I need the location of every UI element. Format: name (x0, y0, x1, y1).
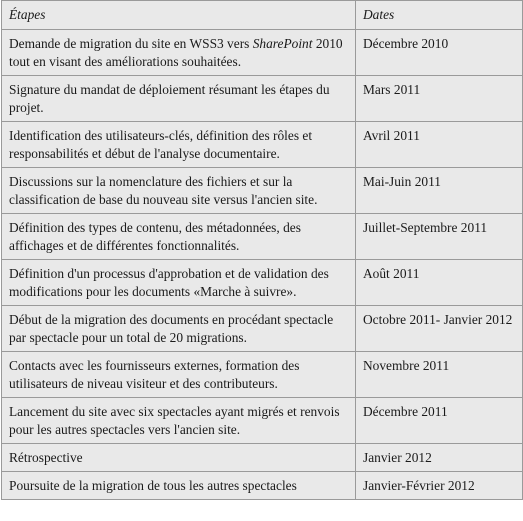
cell-date: Mai-Juin 2011 (356, 168, 523, 214)
table-row (2, 352, 523, 398)
cell-etape (2, 306, 356, 352)
cell-etape (2, 122, 356, 168)
cell-date: Janvier-Février 2012 (356, 472, 523, 500)
cell-etape (2, 444, 356, 472)
etape-text: Contacts avec les fournisseurs externes, formation des utilisateurs de niveau visiteur et des contributeurs. (9, 358, 300, 391)
cell-date: Novembre 2011 (356, 352, 523, 398)
cell-date: Août 2011 (356, 260, 523, 306)
table-header-row (2, 1, 523, 30)
cell-date: Juillet-Septembre 2011 (356, 214, 523, 260)
cell-etape (2, 398, 356, 444)
table-row (2, 444, 523, 472)
cell-date: Décembre 2010 (356, 30, 523, 76)
etape-text: Signature du mandat de déploiement résumant les étapes du projet. (9, 82, 330, 115)
etape-text: Début de la migration des documents en procédant spectacle par spectacle pour un total de 20 migrations. (9, 312, 334, 345)
etape-text: Définition des types de contenu, des métadonnées, des affichages et de différentes fonctionnalités. (9, 220, 301, 253)
cell-etape (2, 76, 356, 122)
etape-text: Discussions sur la nomenclature des fichiers et sur la classification de base du nouveau site versus l'ancien site. (9, 174, 318, 207)
table-row (2, 398, 523, 444)
etape-text: Identification des utilisateurs-clés, définition des rôles et responsabilités et début de l'analyse documentaire. (9, 128, 313, 161)
cell-etape (2, 214, 356, 260)
table-row (2, 306, 523, 352)
table-row (2, 168, 523, 214)
etape-text: Définition d'un processus d'approbation et de validation des modifications pour les documents «Marche à suivre». (9, 266, 329, 299)
table-row (2, 122, 523, 168)
cell-etape (2, 168, 356, 214)
header-dates: Dates (356, 1, 523, 30)
cell-date: Décembre 2011 (356, 398, 523, 444)
cell-date: Janvier 2012 (356, 444, 523, 472)
cell-etape (2, 30, 356, 76)
cell-date: Avril 2011 (356, 122, 523, 168)
etape-text: Demande de migration du site en WSS3 vers (9, 36, 253, 51)
header-etapes: Étapes (2, 1, 356, 30)
etape-text: Poursuite de la migration de tous les autres spectacles (9, 478, 297, 493)
etape-text: 2010 tout en visant des améliorations souhaitées. (9, 36, 343, 69)
cell-date: Mars 2011 (356, 76, 523, 122)
table-row (2, 30, 523, 76)
cell-etape (2, 472, 356, 500)
cell-etape (2, 352, 356, 398)
table-row (2, 472, 523, 500)
table-row (2, 260, 523, 306)
timeline-table (1, 0, 523, 500)
cell-etape (2, 260, 356, 306)
etape-text: Rétrospective (9, 450, 83, 465)
table-row (2, 76, 523, 122)
table-row (2, 214, 523, 260)
etape-text: Lancement du site avec six spectacles ayant migrés et renvois pour les autres spectacles vers l'ancien site. (9, 404, 340, 437)
etape-text-italic: SharePoint (252, 36, 313, 51)
cell-date: Octobre 2011- Janvier 2012 (356, 306, 523, 352)
